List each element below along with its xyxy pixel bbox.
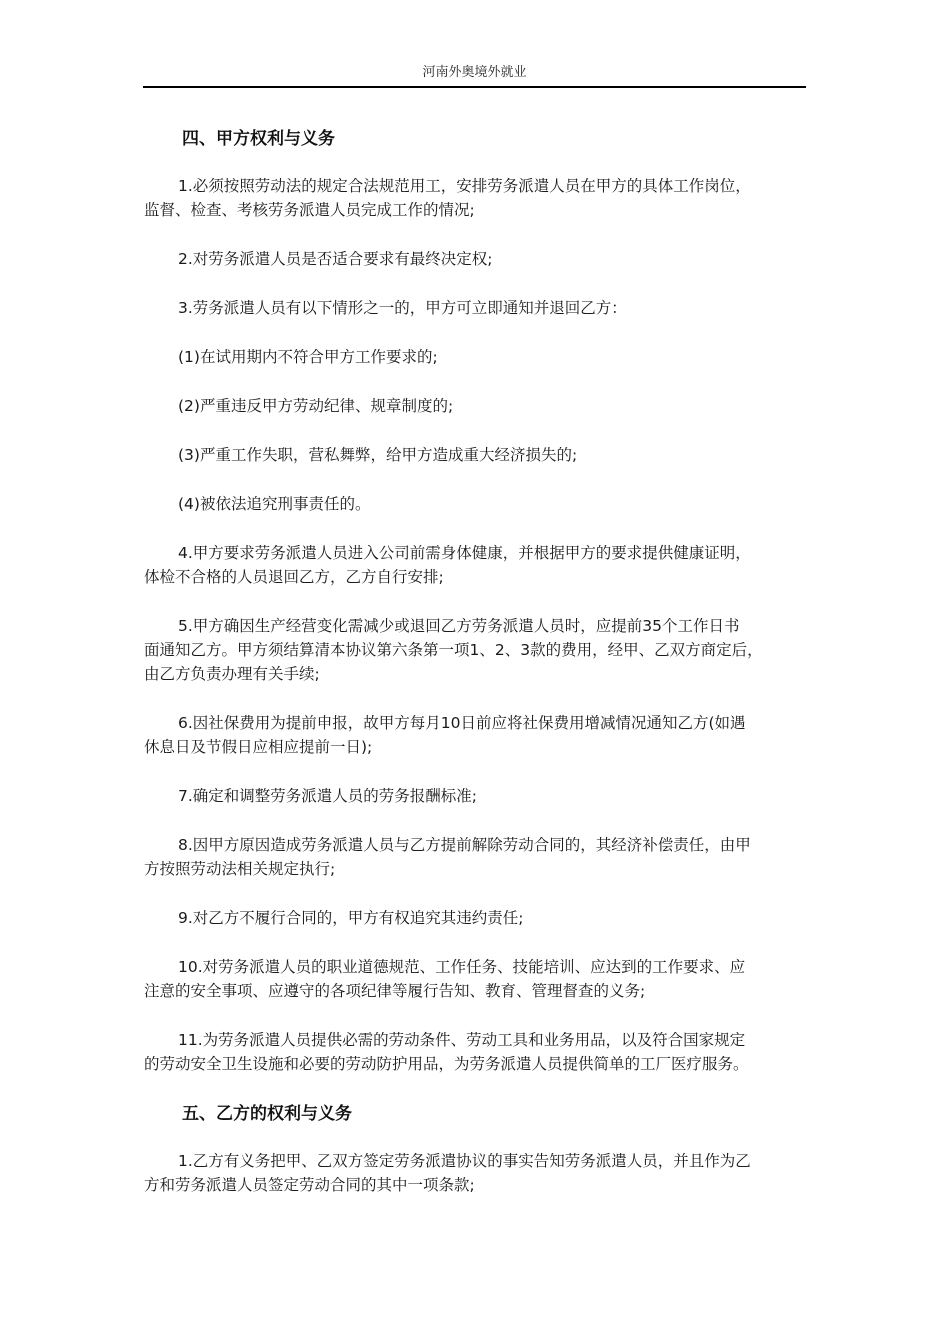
paragraph [144, 541, 812, 589]
paragraph [144, 394, 812, 418]
paragraph [144, 711, 812, 759]
paragraph [144, 492, 812, 516]
paragraph [144, 296, 812, 320]
section-body [144, 1149, 812, 1197]
paragraph-line: 9.对乙方不履行合同的，甲方有权追究其违约责任; [178, 909, 524, 927]
paragraph [144, 247, 812, 271]
paragraph-line: 6.因社保费用为提前申报，故甲方每月10日前应将社保费用增减情况通知乙方(如遇 [178, 714, 746, 732]
paragraph-line: (3)严重工作失职，营私舞弊，给甲方造成重大经济损失的; [178, 446, 578, 464]
header-title: 河南外奥境外就业 [422, 65, 527, 80]
paragraph-line: 1.乙方有义务把甲、乙双方签定劳务派遣协议的事实告知劳务派遣人员，并且作为乙 [178, 1152, 751, 1170]
paragraph-line: 1.必须按照劳动法的规定合法规范用工，安排劳务派遣人员在甲方的具体工作岗位， [178, 177, 751, 195]
paragraph [144, 1149, 812, 1197]
paragraph-line: 注意的安全事项、应遵守的各项纪律等履行告知、教育、管理督查的义务; [144, 982, 646, 1000]
paragraph-line: 由乙方负责办理有关手续; [144, 665, 320, 683]
paragraph [144, 614, 812, 686]
document-body [144, 126, 812, 1222]
page-header [143, 64, 806, 88]
paragraph [144, 345, 812, 369]
paragraph [144, 784, 812, 808]
paragraph-line: 休息日及节假日应相应提前一日); [144, 738, 373, 756]
paragraph-line: 11.为劳务派遣人员提供必需的劳动条件、劳动工具和业务用品，以及符合国家规定 [178, 1031, 746, 1049]
paragraph [144, 174, 812, 222]
paragraph [144, 906, 812, 930]
paragraph-line: 2.对劳务派遣人员是否适合要求有最终决定权; [178, 250, 493, 268]
paragraph-line: 的劳动安全卫生设施和必要的劳动防护用品，为劳务派遣人员提供简单的工厂医疗服务。 [144, 1055, 749, 1073]
paragraph [144, 443, 812, 467]
section-heading: 四、甲方权利与义务 [182, 129, 335, 149]
paragraph-line: (2)严重违反甲方劳动纪律、规章制度的; [178, 397, 454, 415]
paragraph-line: 监督、检查、考核劳务派遣人员完成工作的情况; [144, 201, 475, 219]
paragraph-line: (1)在试用期内不符合甲方工作要求的; [178, 348, 438, 366]
paragraph [144, 833, 812, 881]
paragraph-line: 7.确定和调整劳务派遣人员的劳务报酬标准; [178, 787, 478, 805]
paragraph-line: 方按照劳动法相关规定执行; [144, 860, 336, 878]
paragraph [144, 1028, 812, 1076]
paragraph-line: 5.甲方确因生产经营变化需减少或退回乙方劳务派遣人员时，应提前35个工作日书 [178, 617, 740, 635]
paragraph [144, 955, 812, 1003]
paragraph-line: 面通知乙方。甲方须结算清本协议第六条第一项1、2、3款的费用，经甲、乙双方商定后， [144, 641, 763, 659]
paragraph-line: 3.劳务派遣人员有以下情形之一的，甲方可立即通知并退回乙方： [178, 299, 627, 317]
paragraph-line: 体检不合格的人员退回乙方，乙方自行安排; [144, 568, 444, 586]
paragraph-line: 10.对劳务派遣人员的职业道德规范、工作任务、技能培训、应达到的工作要求、应 [178, 958, 746, 976]
paragraph-line: 方和劳务派遣人员签定劳动合同的其中一项条款; [144, 1176, 475, 1194]
section-body [144, 174, 812, 1076]
paragraph-line: 4.甲方要求劳务派遣人员进入公司前需身体健康，并根据甲方的要求提供健康证明， [178, 544, 751, 562]
paragraph-line: 8.因甲方原因造成劳务派遣人员与乙方提前解除劳动合同的，其经济补偿责任，由甲 [178, 836, 751, 854]
paragraph-line: (4)被依法追究刑事责任的。 [178, 495, 371, 513]
section-heading: 五、乙方的权利与义务 [182, 1104, 352, 1124]
